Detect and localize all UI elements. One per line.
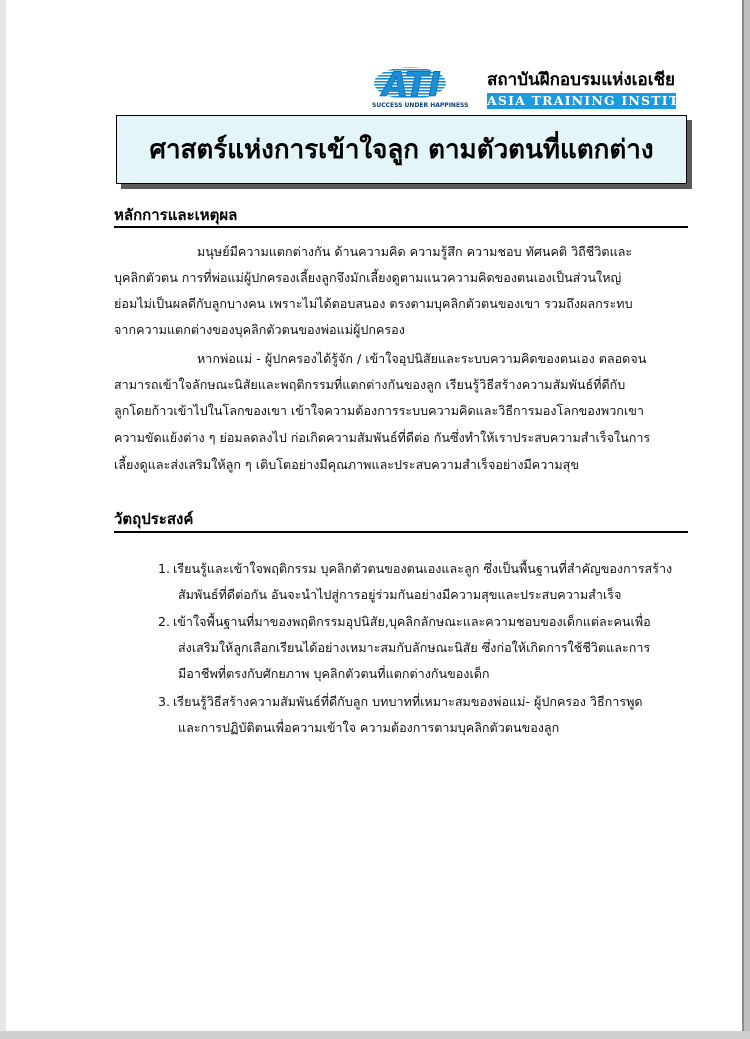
objective-line: เรียนรู้และเข้าใจพฤติกรรม บุคลิกตัวตนของตนเองและลูก ซึ่งเป็นพื้นฐานที่สำคัญของการสร้าง xyxy=(173,561,673,576)
objective-line: สัมพันธ์ที่ดีต่อกัน อันจะนำไปสู่การอยู่ร่วมกันอย่างมีความสุขและประสบความสำเร็จ xyxy=(178,587,622,602)
principles-line: ความขัดแย้งต่าง ๆ ย่อมลดลงไป ก่อเกิดความสัมพันธ์ที่ดีต่อ กันซึ่งทำให้เราประสบความสำเร็จในการ xyxy=(114,430,651,445)
objective-line: เรียนรู้วิธีสร้างความสัมพันธ์ที่ดีกับลูก บทบาทที่เหมาะสมของพ่อแม่- ผู้ปกครอง วิธีการพูด xyxy=(173,694,643,709)
principles-line: ลูกโดยก้าวเข้าไปในโลกของเขา เข้าใจความต้องการระบบความคิดและวิธีการมองโลกของพวกเขา xyxy=(114,403,644,418)
logo-letters: ATI xyxy=(382,65,441,105)
page-edge-bottom xyxy=(0,1031,750,1039)
title-box xyxy=(116,115,687,184)
ati-logo xyxy=(370,66,482,110)
ati-logo-graphic xyxy=(370,66,482,110)
principles-line: สามารถเข้าใจลักษณะนิสัยและพฤติกรรมที่แตกต่างกันของลูก เรียนรู้วิธีสร้างความสัมพันธ์ที่ดีกับ xyxy=(114,377,626,392)
objective-number: 3. xyxy=(158,694,171,709)
logo-tagline: SUCCESS UNDER HAPPINESS xyxy=(372,102,469,109)
principles-line: หากพ่อแม่ - ผู้ปกครองได้รู้จัก / เข้าใจอุปนิสัยและระบบความคิดของตนเอง ตลอดจน xyxy=(197,351,647,366)
section-rule-objectives xyxy=(114,531,688,533)
objective-line: เข้าใจพื้นฐานที่มาของพฤติกรรมอุปนิสัย,บุคลิกลักษณะและความชอบของเด็กแต่ละคนเพื่อ xyxy=(173,614,651,629)
section-heading-principles: หลักการและเหตุผล xyxy=(114,206,238,224)
principles-line: มนุษย์มีความแตกต่างกัน ด้านความคิด ความรู้สึก ความชอบ ทัศนคติ วิถีชีวิตและ xyxy=(197,244,633,259)
org-name-english-banner: ASIA TRAINING INSTITUTE xyxy=(487,93,713,108)
principles-line: จากความแตกต่างของบุคลิกตัวตนของพ่อแม่ผู้ปกครอง xyxy=(114,322,405,337)
section-heading-objectives: วัตถุประสงค์ xyxy=(114,510,194,528)
document-title: ศาสตร์แห่งการเข้าใจลูก ตามตัวตนที่แตกต่าง xyxy=(149,135,654,165)
objective-number: 2. xyxy=(158,614,171,629)
objective-line: ส่งเสริมให้ลูกเลือกเรียนได้อย่างเหมาะสมกับลักษณะนิสัย ซึ่งก่อให้เกิดการใช้ชีวิตและการ xyxy=(178,640,651,655)
section-rule-principles xyxy=(114,226,688,228)
page-edge-right xyxy=(744,0,750,1039)
objective-line: มีอาชีพที่ตรงกับศักยภาพ บุคลิกตัวตนที่แตกต่างกันของเด็ก xyxy=(178,666,490,681)
principles-line: ย่อมไม่เป็นผลดีกับลูกบางคน เพราะไม่ได้ตอบสนอง ตรงตามบุคลิกตัวตนของเขา รวมถึงผลกระทบ xyxy=(114,296,633,311)
principles-line: บุคลิกตัวตน การที่พ่อแม่ผู้ปกครองเลี้ยงลูกจึงมักเลี้ยงดูตามแนวความคิดของตนเองเป็นส่วนใหญ่ xyxy=(114,270,622,285)
principles-line: เลี้ยงดูและส่งเสริมให้ลูก ๆ เติบโตอย่างมีคุณภาพและประสบความสำเร็จอย่างมีความสุข xyxy=(114,457,579,472)
org-name-thai: สถาบันฝึกอบรมแห่งเอเชีย xyxy=(487,70,676,90)
objective-line: และการปฏิบัติตนเพื่อความเข้าใจ ความต้องการตามบุคลิกตัวตนของลูก xyxy=(178,720,560,735)
page-edge-left xyxy=(0,0,6,1039)
objective-number: 1. xyxy=(158,561,171,576)
